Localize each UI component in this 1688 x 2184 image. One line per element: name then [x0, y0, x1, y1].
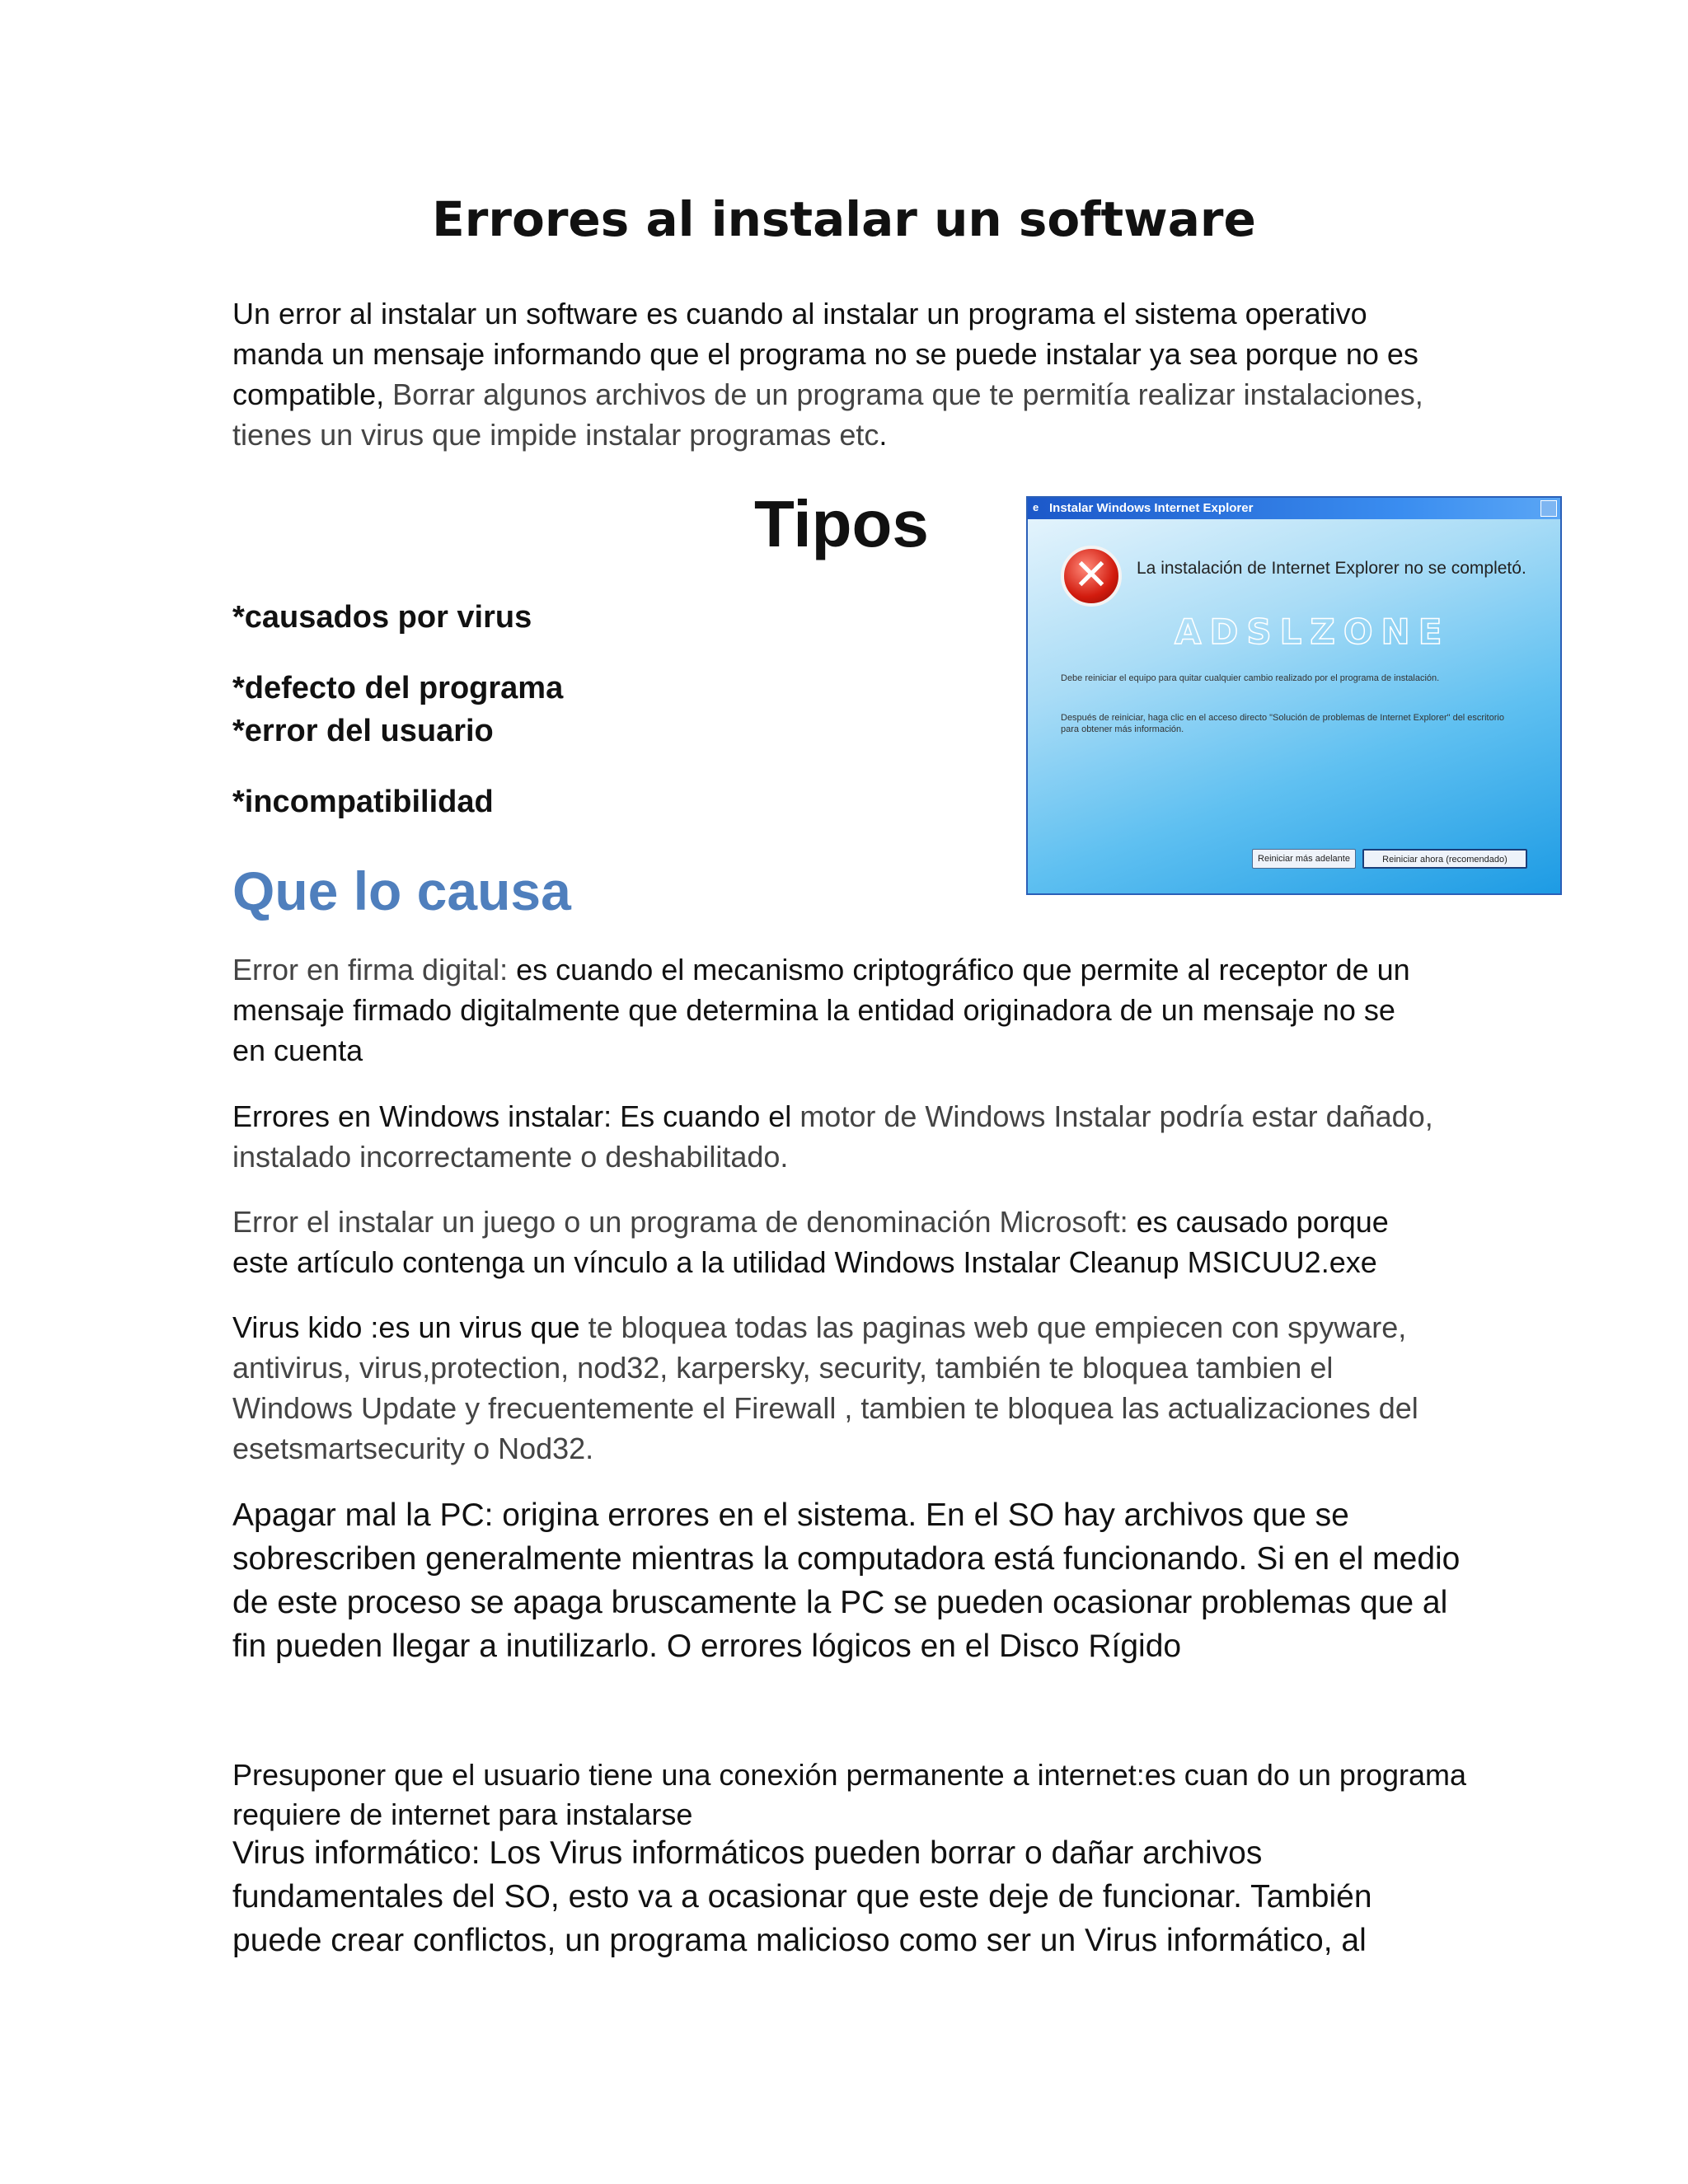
restart-later-button: Reiniciar más adelante [1252, 849, 1356, 869]
close-icon [1540, 500, 1557, 517]
intro-paragraph [232, 293, 1436, 455]
causa-p3-body: es causado porque este artículo contenga un vínculo a la utilidad Windows Instalar Cleanup MSICUU2.exe [232, 1205, 1389, 1279]
causa-paragraph-2 [232, 1096, 1436, 1177]
dialog-message: La instalación de Internet Explorer no se completó. [1137, 559, 1526, 578]
intro-text-2: Borrar algunos archivos de un programa que te permitía realizar instalaciones, tienes un virus que impide instalar programas etc [232, 377, 1423, 452]
intro-text-3: . [879, 418, 888, 452]
dialog-window-title: Instalar Windows Internet Explorer [1049, 501, 1254, 515]
causa-paragraph-7: Virus informático: Los Virus informáticos pueden borrar o dañar archivos fundamentales del SO, esto va a ocasionar que este deje de funcionar. También puede crear conflictos, un programa malicioso como ser un Virus informático, al [232, 1835, 1372, 1958]
dialog-detail-2: Después de reiniciar, haga clic en el acceso directo "Solución de problemas de Internet Explorer" del escritorio para obtener más información. [1061, 713, 1504, 734]
document-title: Errores al instalar un software [432, 191, 1256, 247]
tipo-item-2: *defecto del programa [232, 671, 564, 705]
causa-heading: Que lo causa [232, 860, 571, 921]
tipo-item-1: *causados por virus [232, 600, 532, 635]
tipo-item-4: *incompatibilidad [232, 785, 494, 819]
causa-p4-body: te bloquea todas las paginas web que empiecen con spyware, antivirus, virus,protection, nod32, karpersky, security, también te bloquea tambien el Windows Update y frecuentemente el Firewall , tambien te bloquea las actualizaciones del esetsmartsecurity o Nod32. [232, 1310, 1418, 1465]
causa-paragraph-5: Apagar mal la PC: origina errores en el sistema. En el SO hay archivos que se sobrescriben generalmente mientras la computadora está funcionando. Si en el medio de este proceso se apaga bruscamente la PC se pueden ocasionar problemas que al fin pueden llegar a inutilizarlo. O errores lógicos en el Disco Rígido [232, 1497, 1461, 1664]
causa-p1-lead: Error en firma digital: [232, 953, 509, 987]
causa-p4-lead: Virus kido :es un virus que [232, 1310, 580, 1344]
causa-p2-body: motor de Windows Instalar podría estar dañado, instalado incorrectamente o deshabilitado. [232, 1099, 1433, 1174]
ie-logo-icon: e [1033, 501, 1039, 513]
error-x-icon: ✕ [1061, 546, 1122, 607]
causa-paragraph-6: Presuponer que el usuario tiene una conexión permanente a internet:es cuan do un programa requiere de internet para instalarse [232, 1758, 1467, 1831]
tipos-heading: Tipos [754, 487, 929, 560]
causa-paragraph-3 [232, 1202, 1436, 1282]
causa-p2-lead: Errores en Windows instalar: Es cuando el [232, 1099, 792, 1133]
dialog-detail-1: Debe reiniciar el equipo para quitar cualquier cambio realizado por el programa de instalación. [1061, 673, 1440, 683]
error-dialog-screenshot [1026, 496, 1562, 895]
tipo-item-3: *error del usuario [232, 714, 494, 748]
intro-text-1: Un error al instalar un software es cuando al instalar un programa el sistema operativo manda un mensaje informando que el programa no se puede instalar ya sea porque no es compatible, [232, 297, 1418, 411]
watermark-logo: ADSLZONE [1175, 612, 1451, 652]
causa-paragraph-1 [232, 949, 1436, 1071]
causa-p1-body: es cuando el mecanismo criptográfico que permite al receptor de un mensaje firmado digitalmente que determina la entidad originadora de un mensaje no se en cuenta [232, 953, 1410, 1067]
dialog-titlebar [1028, 498, 1560, 519]
restart-now-button: Reiniciar ahora (recomendado) [1362, 849, 1527, 869]
causa-paragraph-4 [232, 1307, 1436, 1469]
causa-p3-lead: Error el instalar un juego o un programa de denominación Microsoft: [232, 1205, 1128, 1239]
